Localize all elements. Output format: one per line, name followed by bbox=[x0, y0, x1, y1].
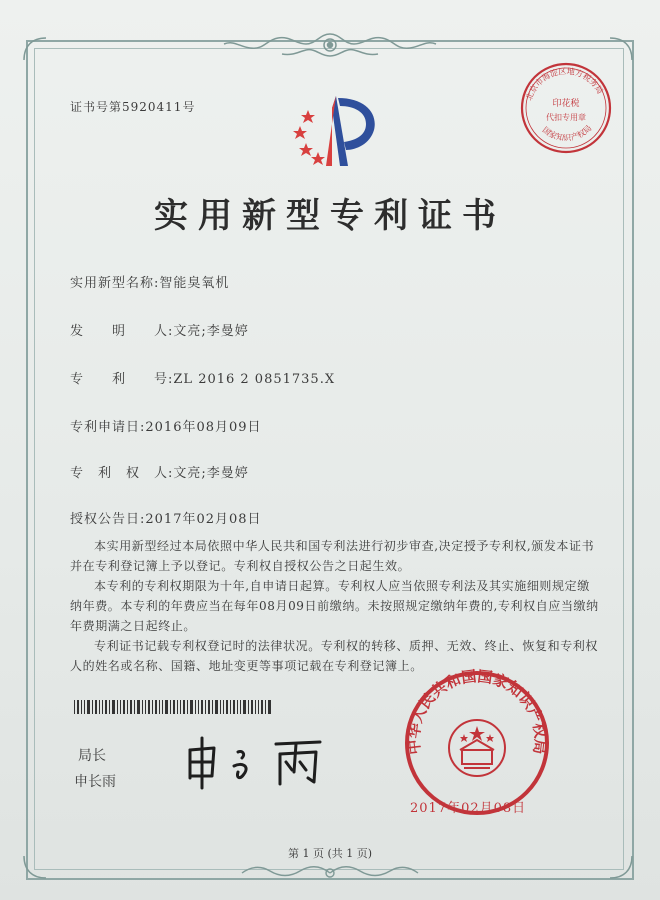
tax-seal-stamp bbox=[518, 60, 614, 156]
field-value: 智能臭氧机 bbox=[159, 276, 230, 291]
field-value: 文亮;李曼婷 bbox=[173, 466, 249, 481]
field-inventor bbox=[70, 320, 249, 339]
field-value: 2016年08月09日 bbox=[145, 420, 262, 435]
field-label: 发 明 人: bbox=[70, 324, 174, 339]
body-text bbox=[70, 536, 600, 676]
svg-text:国家知识产权局: 国家知识产权局 bbox=[540, 123, 594, 143]
corner-ornament-icon bbox=[20, 34, 50, 64]
field-label: 授权公告日: bbox=[70, 512, 146, 527]
field-label: 专 利 号: bbox=[70, 372, 174, 387]
top-ornament-icon bbox=[220, 30, 440, 60]
field-application-date bbox=[70, 416, 262, 435]
field-value: 文亮;李曼婷 bbox=[173, 324, 249, 339]
field-grant-date bbox=[70, 508, 262, 527]
seal-date: 2017年02月08日 bbox=[410, 801, 527, 816]
field-label: 专 利 权 人: bbox=[70, 466, 174, 481]
field-label: 实用新型名称: bbox=[70, 276, 160, 291]
page-title: 实用新型专利证书 bbox=[154, 196, 506, 236]
page-number: 第 1 页 (共 1 页) bbox=[287, 847, 373, 860]
svg-text:北京市海淀区地方税务局: 北京市海淀区地方税务局 bbox=[524, 66, 605, 102]
field-patent-number bbox=[70, 368, 335, 387]
field-value: 2017年02月08日 bbox=[145, 512, 262, 527]
svg-text:代扣专用章: 代扣专用章 bbox=[546, 113, 586, 122]
certificate-number: 证书号第5920411号 bbox=[70, 100, 196, 114]
bottom-ornament-icon bbox=[240, 862, 420, 884]
official-seal-stamp bbox=[402, 668, 552, 818]
body-paragraph: 本实用新型经过本局依照中华人民共和国专利法进行初步审查,决定授予专利权,颁发本证书并在专利登记簿上予以登记。专利权自授权公告之日起生效。 bbox=[70, 539, 595, 573]
field-label: 专利申请日: bbox=[70, 420, 146, 435]
patent-office-logo-icon bbox=[286, 88, 386, 178]
director-name: 申长雨 bbox=[74, 774, 116, 790]
body-paragraph: 专利证书记载专利权登记时的法律状况。专利权的转移、质押、无效、终止、恢复和专利权人的姓名或名称、国籍、地址变更等事项记载在专利登记簿上。 bbox=[70, 639, 599, 673]
field-value: ZL 2016 2 0851735.X bbox=[173, 372, 336, 387]
field-utility-model-name bbox=[70, 272, 229, 291]
director-signature bbox=[180, 732, 340, 792]
field-patentee bbox=[70, 462, 249, 481]
svg-text:印花税: 印花税 bbox=[552, 99, 580, 109]
director-title: 局长 bbox=[78, 748, 106, 764]
svg-text:中华人民共和国国家知识产权局: 中华人民共和国国家知识产权局 bbox=[404, 668, 550, 756]
barcode-icon bbox=[74, 700, 274, 714]
body-paragraph: 本专利的专利权期限为十年,自申请日起算。专利权人应当依照专利法及其实施细则规定缴纳年费。本专利的年费应当在每年08月09日前缴纳。未按照规定缴纳年费的,专利权自应当缴纳年费期满之日起终止。 bbox=[70, 579, 599, 633]
